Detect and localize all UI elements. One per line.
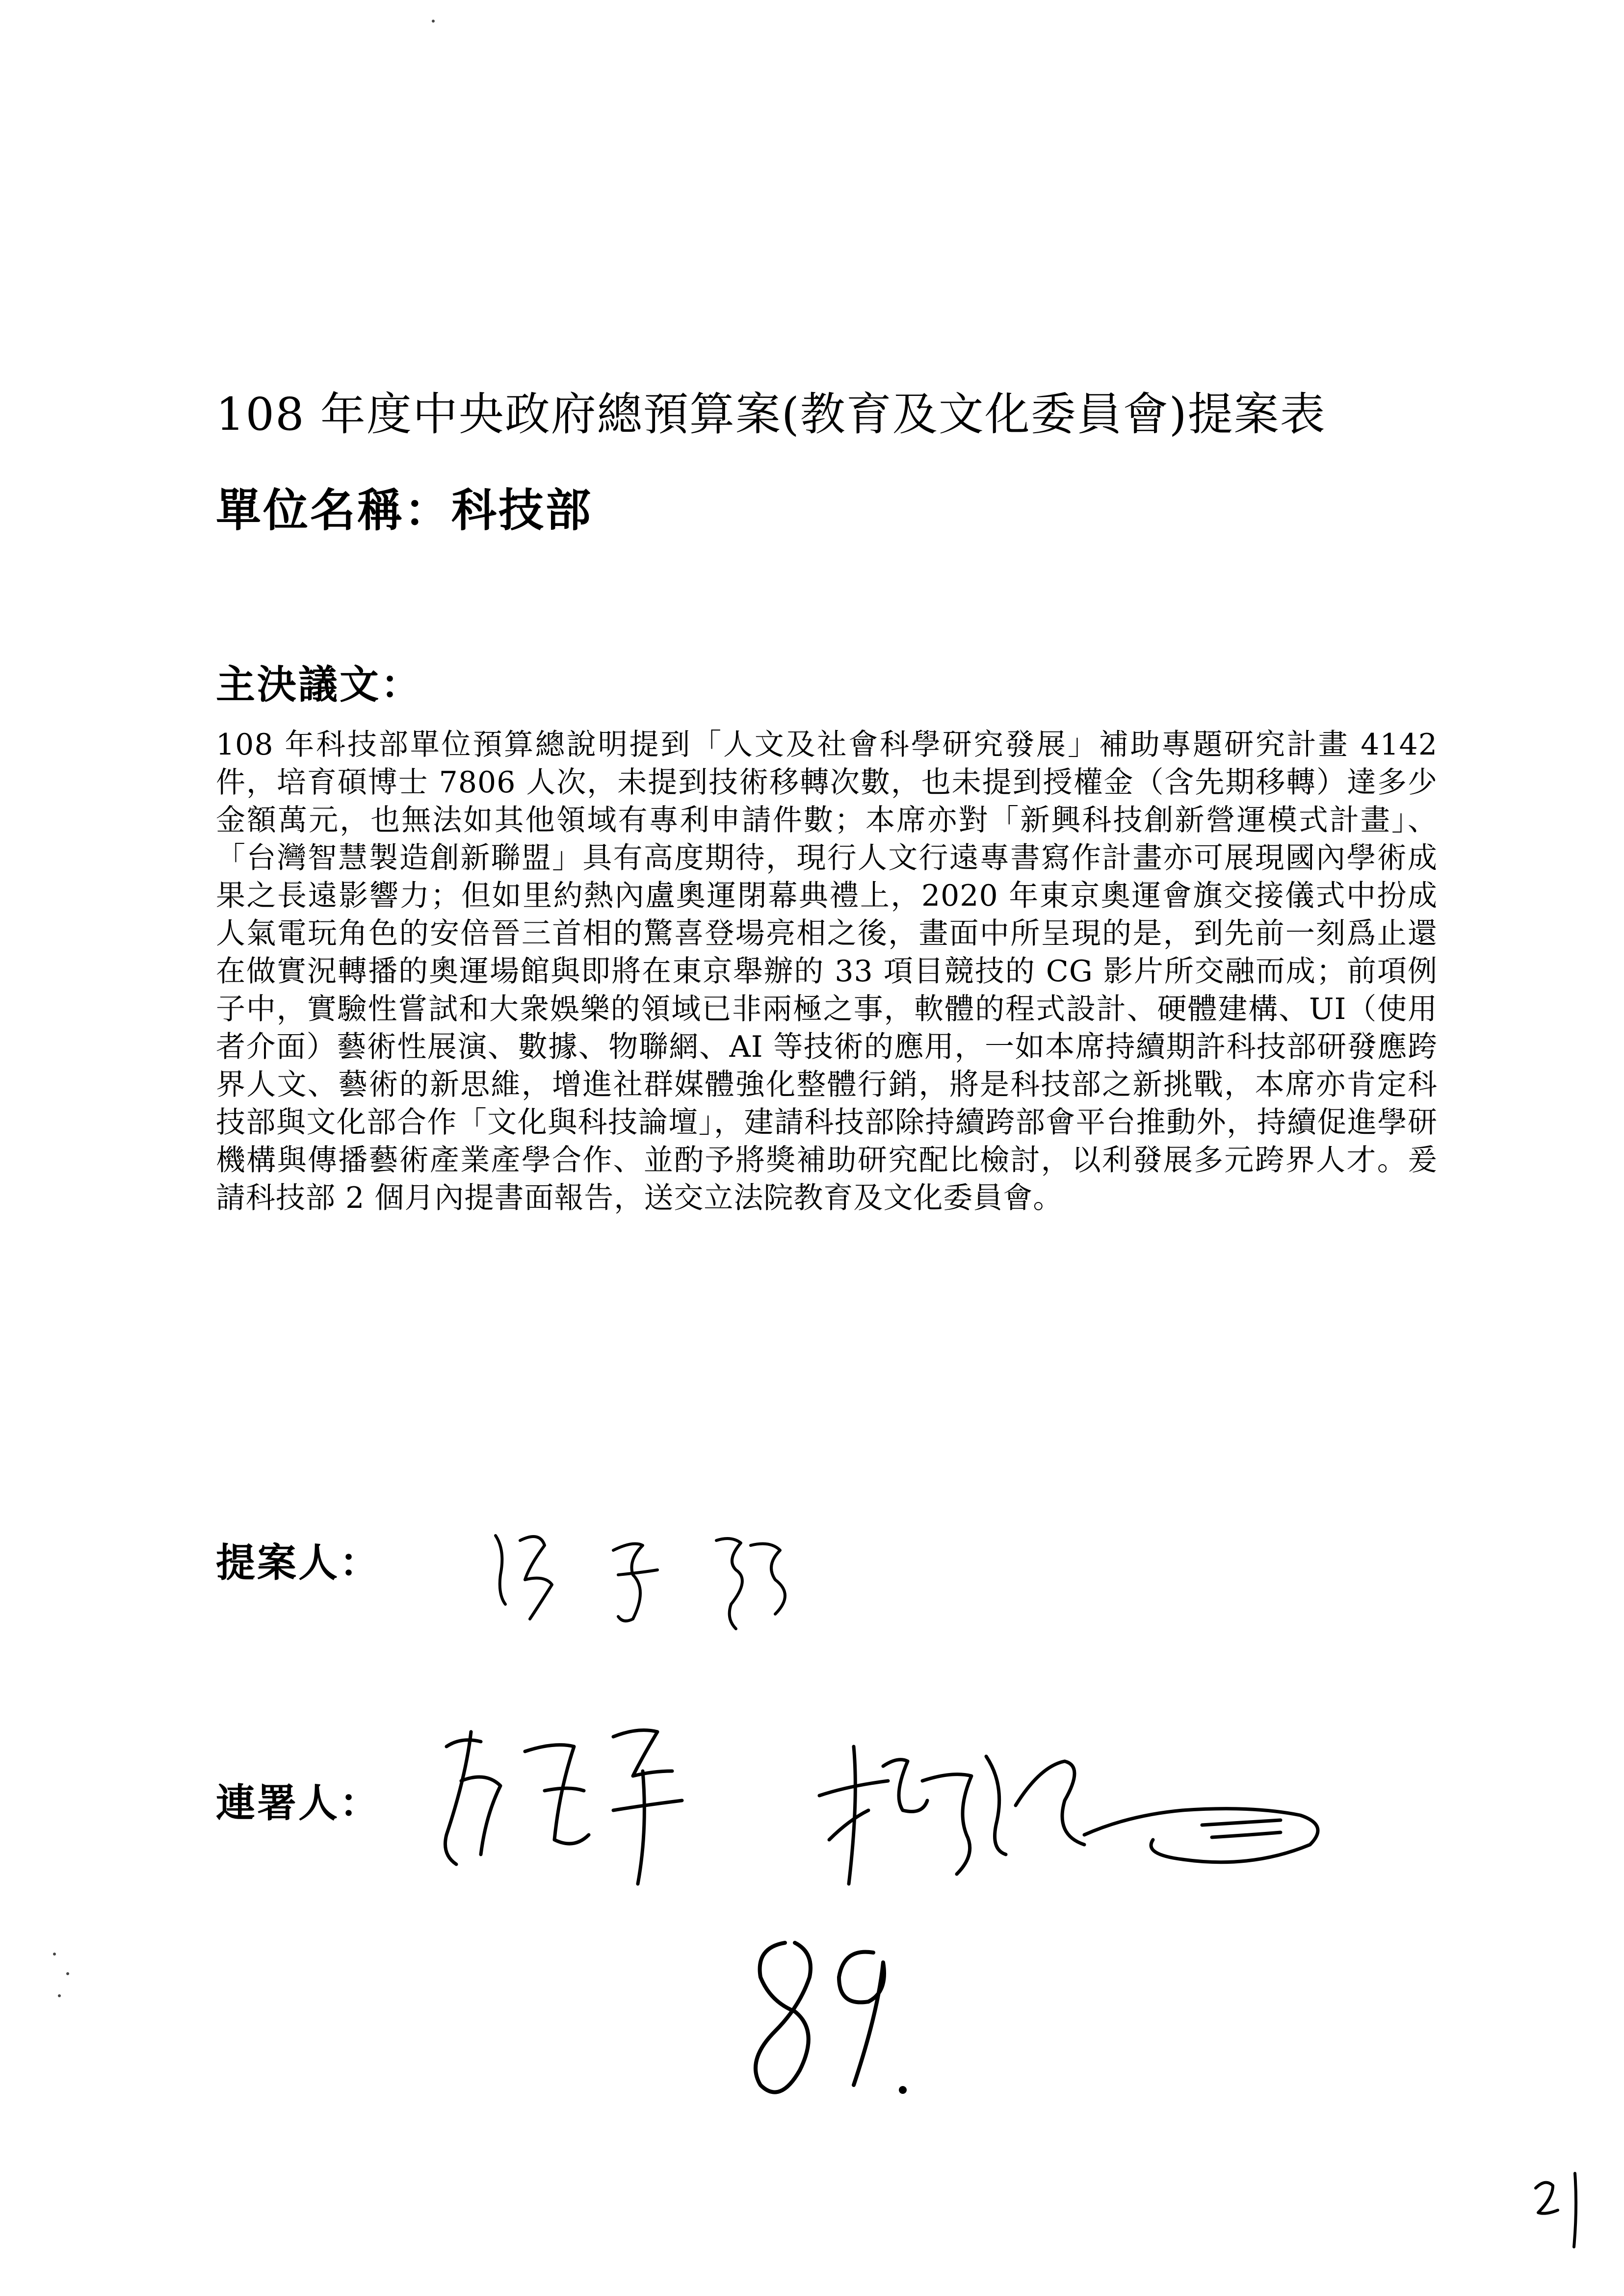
unit-line bbox=[216, 478, 593, 542]
resolution-heading: 主決議文： bbox=[216, 661, 422, 707]
scan-speck bbox=[432, 20, 435, 23]
unit-label: 單位名稱： bbox=[216, 484, 452, 537]
cosigner-signature-2 bbox=[810, 1727, 1349, 1904]
document-title: 108 年度中央政府總預算案(教育及文化委員會)提案表 bbox=[216, 388, 1326, 441]
scan-speck bbox=[66, 1972, 69, 1975]
cosigner-row bbox=[216, 1776, 381, 1830]
scan-speck bbox=[58, 1994, 61, 1997]
scan-speck bbox=[53, 1953, 56, 1956]
proposer-signature bbox=[486, 1521, 819, 1634]
cosigner-signature-1 bbox=[427, 1717, 731, 1904]
cosigner-label: 連署人： bbox=[216, 1780, 381, 1826]
proposer-row bbox=[216, 1536, 381, 1590]
handwritten-number bbox=[726, 1923, 932, 2134]
proposer-label: 提案人： bbox=[216, 1539, 381, 1586]
page-corner-mark bbox=[1526, 2159, 1595, 2257]
unit-value: 科技部 bbox=[451, 484, 593, 537]
resolution-body: 108 年科技部單位預算總說明提到「人文及社會科學研究發展」補助專題研究計畫 4142 件，培育碩博士 7806 人次，未提到技術移轉次數，也未提到授權金（含先期移轉）達多少金額萬元，也無法如其他領域有專利申請件數；本席亦對「新興科技創新營運模式計畫」、「台灣智慧製造創新聯盟」具有高度期待，現行人文行遠專書寫作計畫亦可展現國內學術成果之長遠影響力；但如里約熱內盧奧運閉幕典禮上，2020 年東京奧運會旗交接儀式中扮成人氣電玩角色的安倍晉三首相的驚喜登場亮相之後，畫面中所呈現的是，到先前一刻爲止還在做實況轉播的奧運場館與即將在東京舉辦的 33 項目競技的 CG 影片所交融而成；前項例子中，實驗性嘗試和大衆娛樂的領域已非兩極之事，軟體的程式設計、硬體建構、UI（使用者介面）藝術性展演、數據、物聯網、AI 等技術的應用，一如本席持續期許科技部研發應跨界人文、藝術的新思維，增進社群媒體強化整體行銷，將是科技部之新挑戰，本席亦肯定科技部與文化部合作「文化與科技論壇」，建請科技部除持續跨部會平台推動外，持續促進學研機構與傳播藝術產業產學合作、並酌予將獎補助研究配比檢討，以利發展多元跨界人才。爰請科技部 2 個月內提書面報告，送交立法院教育及文化委員會。 bbox=[216, 728, 1438, 1215]
